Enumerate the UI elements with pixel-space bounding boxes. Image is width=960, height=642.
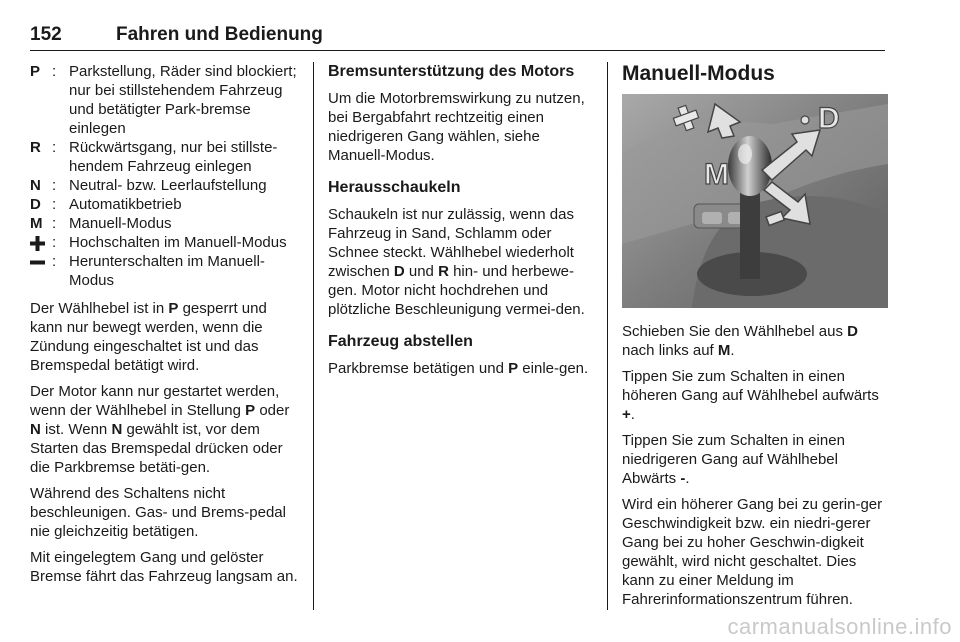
paragraph-engine-brake: Um die Motorbremswirkung zu nutzen, bei Bergabfahrt rechtzeitig einen niedrigeren Gang wählen, siehe Manuell-Modus. [328,90,585,164]
def-key: P [30,63,41,80]
def-separator: : [52,215,57,232]
def-separator: : [52,253,57,270]
paragraph-select-manual: Schieben Sie den Wählhebel aus D nach links auf M. [622,323,858,359]
def-separator: : [52,234,57,251]
minus-icon [30,252,52,290]
def-key: R [30,139,41,156]
heading-parking: Fahrzeug abstellen [328,333,473,350]
column-right [622,62,888,616]
def-key: M [30,215,43,232]
paragraph-shift-limits: Wird ein höherer Gang bei zu gerin-ger Geschwindigkeit bzw. ein niedri-gerer Gang bei zu hoher Geschwin-digkeit gewählt, wird nicht geschaltet. Dies kann zu einer Meldung im Fahrerinformationszentrum führen. [622,496,883,608]
paragraph-rocking: Schaukeln ist nur zulässig, wenn das Fahrzeug in Sand, Schlamm oder Schnee steckt. Wählhebel wiederholt zwischen D und R hin- und herbewe-gen. Motor nicht hochdrehen und plötzliche Beschleunigung vermei-den. [328,206,585,318]
paragraph-shifting: Während des Schaltens nicht beschleunigen. Gas- und Brems-pedal nie gleichzeitig betätigen. [30,485,286,540]
column-left [30,62,302,593]
paragraph-parking: Parkbremse betätigen und P einle-gen. [328,360,589,377]
def-text: Automatikbetrieb [69,196,182,213]
column-middle [328,62,596,385]
paragraph-engine-start: Der Motor kann nur gestartet werden, wenn der Wählhebel in Stellung P oder N ist. Wenn N gewählt ist, vor dem Starten das Bremspedal drücken oder die Parkbremse betäti-gen. [30,383,290,476]
photo-label-m: M [704,158,729,191]
def-text: Herunterschalten im Manuell-Modus [69,253,265,289]
def-key: N [30,177,41,194]
def-separator: : [52,139,57,156]
def-key: D [30,196,41,213]
definition-p [30,62,302,138]
def-text: Rückwärtsgang, nur bei stillste-hendem Fahrzeug einlegen [69,139,278,175]
definition-m [30,214,302,233]
paragraph-shift-down: Tippen Sie zum Schalten in einen niedrigeren Gang auf Wählhebel Abwärts -. [622,432,845,487]
paragraph-creep: Mit eingelegtem Gang und gelöster Bremse fährt das Fahrzeug langsam an. [30,549,298,585]
definition-d [30,195,302,214]
definition-n [30,176,302,195]
gear-lever-photo [622,94,888,308]
definition-plus [30,233,302,252]
definition-r [30,138,302,176]
heading-manual-mode: Manuell-Modus [622,62,775,85]
gear-position-list [30,62,302,290]
watermark: carmanualsonline.info [727,614,952,639]
def-text: Neutral- bzw. Leerlaufstellung [69,177,267,194]
paragraph-shift-up: Tippen Sie zum Schalten in einen höheren Gang auf Wählhebel aufwärts +. [622,368,879,423]
def-text: Hochschalten im Manuell-Modus [69,234,287,251]
column-divider [313,62,314,610]
def-separator: : [52,63,57,80]
page-header [30,24,885,51]
paragraph-lever-locked: Der Wählhebel ist in P gesperrt und kann nur bewegt werden, wenn die Zündung eingeschaltet ist und das Bremspedal betätigt wird. [30,300,267,374]
chapter-title: Fahren und Bedienung [116,24,323,45]
def-separator: : [52,177,57,194]
plus-icon [30,233,52,252]
photo-label-d: D [818,102,840,135]
heading-rocking: Herausschaukeln [328,179,461,196]
def-text: Manuell-Modus [69,215,172,232]
def-separator: : [52,196,57,213]
def-text: Parkstellung, Räder sind blockiert; nur bei stillstehendem Fahrzeug und betätigter Park-bremse einlegen [69,63,297,137]
page-number: 152 [30,24,62,45]
column-divider [607,62,608,610]
heading-engine-brake: Bremsunterstützung des Motors [328,63,575,80]
definition-minus [30,252,302,290]
